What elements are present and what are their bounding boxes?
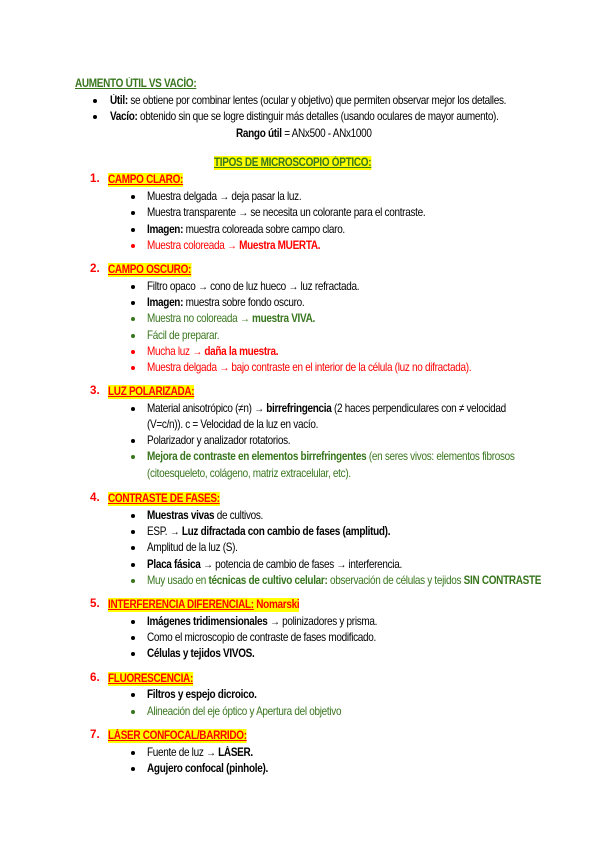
bullet-dot [131, 211, 135, 215]
bullet-dot [131, 317, 135, 321]
bullet-dot [131, 710, 135, 714]
bullet-dot [131, 366, 135, 370]
bullet-dot [131, 579, 135, 583]
list-item: Fuente de luz → LÁSER. [147, 746, 253, 759]
bullet-dot [93, 99, 97, 103]
bullet-dot [93, 115, 97, 119]
section-4-title: CONTRASTE DE FASES: [108, 492, 220, 505]
list-item: Alineación del eje óptico y Apertura del objetivo [147, 705, 342, 718]
vacio-line: Vacío: obtenido sin que se logre distinguir más detalles (usando oculares de mayor aumento). [110, 110, 499, 123]
list-item: Muestras vivas de cultivos. [147, 509, 264, 522]
bullet-dot [131, 693, 135, 697]
util-line: Útil: se obtiene por combinar lentes (ocular y objetivo) que permiten observar mejor los detalles. [110, 94, 507, 107]
list-item: Amplitud de la luz (S). [147, 541, 238, 554]
section-3-number: 3. [90, 384, 100, 397]
section-6-title: FLUORESCENCIA: [108, 672, 193, 685]
list-item: ESP. → Luz difractada con cambio de fases (amplitud). [147, 525, 391, 538]
list-item: Filtros y espejo dicroico. [147, 688, 257, 701]
list-item-continuation: (citoesqueleto, colágeno, matriz extracelular, etc). [147, 467, 351, 480]
list-item: Agujero confocal (pinhole). [147, 762, 268, 775]
section-5-title: INTERFERENCIA DIFERENCIAL: Nomarski [108, 598, 300, 611]
list-item-continuation: (V=c/n)). c = Velocidad de la luz en vacío. [147, 418, 319, 431]
section-7-number: 7. [90, 728, 100, 741]
bullet-dot [131, 514, 135, 518]
bullet-dot [131, 652, 135, 656]
rango-line: Rango útil = ANx500 - ANx1000 [236, 127, 372, 140]
list-item: Fácil de preparar. [147, 329, 220, 342]
bullet-dot [131, 334, 135, 338]
section-2-title: CAMPO OSCURO: [108, 263, 192, 276]
list-item: Polarizador y analizador rotatorios. [147, 434, 291, 447]
bullet-dot [131, 301, 135, 305]
bullet-dot [131, 636, 135, 640]
list-item: Material anisotrópico (≠n) → birrefringencia (2 haces perpendiculares con ≠ velocidad [147, 402, 506, 415]
list-item: Imagen: muestra coloreada sobre campo claro. [147, 223, 345, 236]
bullet-dot [131, 620, 135, 624]
list-item: Como el microscopio de contraste de fases modificado. [147, 631, 377, 644]
section-1-title: CAMPO CLARO: [108, 173, 184, 186]
bullet-dot [131, 563, 135, 567]
list-item: Muestra delgada → deja pasar la luz. [147, 190, 302, 203]
list-item: Muestra delgada → bajo contraste en el interior de la célula (luz no difractada). [147, 361, 472, 374]
bullet-dot [131, 530, 135, 534]
list-item: Mejora de contraste en elementos birrefringentes (en seres vivos: elementos fibrosos [147, 450, 515, 463]
bullet-dot [131, 228, 135, 232]
list-item: Muestra no coloreada → muestra VIVA. [147, 312, 315, 325]
list-item: Muestra coloreada → Muestra MUERTA. [147, 239, 321, 252]
section-3-title: LUZ POLARIZADA: [108, 385, 195, 398]
bullet-dot [131, 350, 135, 354]
list-item: Muestra transparente → se necesita un colorante para el contraste. [147, 206, 426, 219]
section-7-title: LÁSER CONFOCAL/BARRIDO: [108, 729, 247, 742]
bullet-dot [131, 751, 135, 755]
list-item: Imágenes tridimensionales → polinizadores y prisma. [147, 615, 378, 628]
types-title: TIPOS DE MICROSCOPIO ÓPTICO: [214, 156, 372, 169]
header-title: AUMENTO ÚTIL VS VACÍO: [75, 77, 197, 90]
bullet-dot [131, 455, 135, 459]
bullet-dot [131, 407, 135, 411]
bullet-dot [131, 767, 135, 771]
bullet-dot [131, 439, 135, 443]
section-5-number: 5. [90, 597, 100, 610]
list-item: Filtro opaco → cono de luz hueco → luz refractada. [147, 280, 360, 293]
bullet-dot [131, 244, 135, 248]
list-item: Placa fásica → potencia de cambio de fases → interferencia. [147, 558, 402, 571]
list-item: Mucha luz → daña la muestra. [147, 345, 279, 358]
section-4-number: 4. [90, 491, 100, 504]
section-2-number: 2. [90, 262, 100, 275]
list-item: Células y tejidos VIVOS. [147, 647, 255, 660]
bullet-dot [131, 195, 135, 199]
section-1-number: 1. [90, 172, 100, 185]
bullet-dot [131, 285, 135, 289]
bullet-dot [131, 546, 135, 550]
section-6-number: 6. [90, 671, 100, 684]
list-item: Muy usado en técnicas de cultivo celular: observación de células y tejidos SIN CONTRASTE [147, 574, 542, 587]
list-item: Imagen: muestra sobre fondo oscuro. [147, 296, 305, 309]
